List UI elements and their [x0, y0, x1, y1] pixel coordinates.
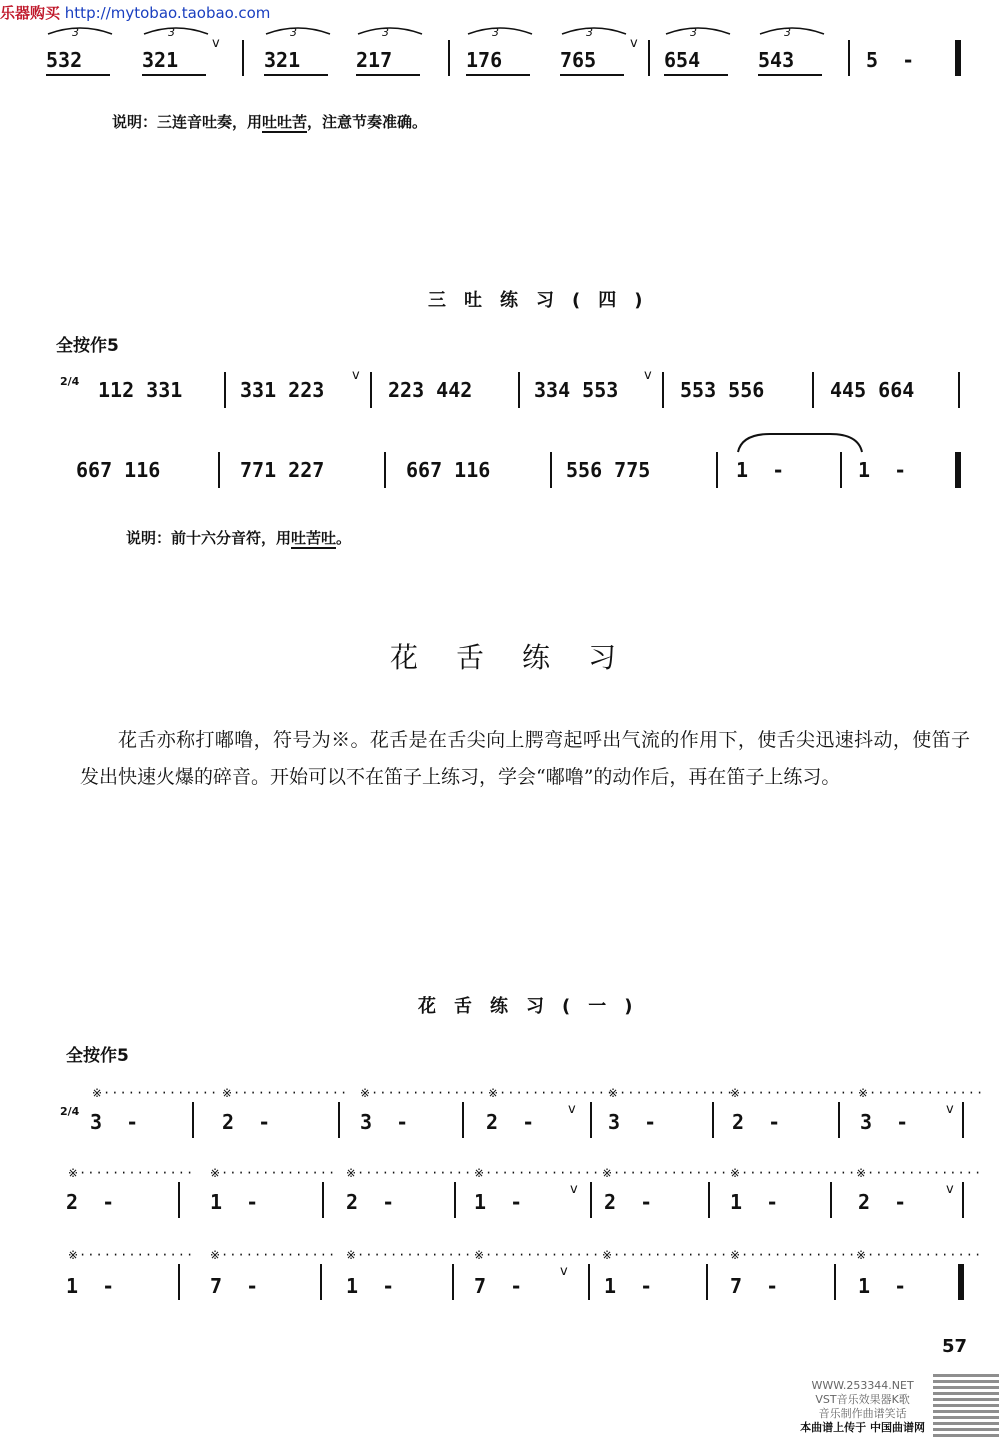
time-signature: 2/4	[60, 375, 80, 388]
barline	[662, 372, 664, 408]
barline	[848, 40, 850, 76]
measure: 1 -	[346, 1274, 395, 1298]
flutter-mark: ※··············	[68, 1166, 195, 1180]
barline	[338, 1102, 340, 1138]
tie-arc	[730, 430, 870, 454]
barline	[518, 372, 520, 408]
measure: 771 227	[240, 458, 325, 482]
barline	[958, 372, 960, 408]
beam	[758, 74, 822, 76]
measure: 7 -	[210, 1274, 259, 1298]
note-group: 532	[46, 48, 83, 72]
time-signature: 2/4	[60, 1105, 80, 1118]
flutter-mark: ※··············	[858, 1086, 985, 1100]
score-row-6	[0, 1248, 1005, 1308]
measure: 2 -	[66, 1190, 115, 1214]
flutter-mark: ※··············	[602, 1248, 729, 1262]
barline	[588, 1264, 590, 1300]
breath-mark: v	[560, 1264, 568, 1279]
score-row-1	[0, 26, 1005, 80]
flutter-mark: ※··············	[856, 1248, 983, 1262]
breath-mark: v	[568, 1102, 576, 1117]
watermark-bottom	[800, 1379, 925, 1435]
flutter-mark: ※··············	[346, 1166, 473, 1180]
measure: 2 -	[486, 1110, 535, 1134]
page-number: 57	[942, 1336, 968, 1357]
breath-mark: v	[946, 1102, 954, 1117]
measure: 1 -	[730, 1190, 779, 1214]
measure: 667 116	[76, 458, 161, 482]
triplet-number: 3	[382, 26, 389, 39]
measure: 1 -	[858, 458, 907, 482]
measure: 2 -	[604, 1190, 653, 1214]
measure: 1 -	[858, 1274, 907, 1298]
measure: 2 -	[346, 1190, 395, 1214]
breath-mark: v	[212, 36, 220, 51]
flutter-mark: ※··············	[856, 1166, 983, 1180]
barline	[384, 452, 386, 488]
measure: 334 553	[534, 378, 619, 402]
beam	[466, 74, 530, 76]
barline	[242, 40, 244, 76]
note-triplet-tonguing	[112, 111, 427, 132]
barline	[962, 1102, 964, 1138]
final-barline	[958, 1264, 964, 1300]
fingering-label: 全按作5	[56, 336, 119, 356]
watermark-shop: 乐器购买	[0, 4, 61, 22]
measure: 331 223	[240, 378, 325, 402]
measure: 1 -	[604, 1274, 653, 1298]
triplet-number: 3	[168, 26, 175, 39]
score-row-3	[0, 452, 1005, 492]
flutter-mark: ※··············	[474, 1248, 601, 1262]
note-group: 321	[142, 48, 179, 72]
score-row-2	[0, 368, 1005, 412]
measure: 7 -	[474, 1274, 523, 1298]
triplet-number: 3	[586, 26, 593, 39]
measure: 223 442	[388, 378, 473, 402]
flutter-mark: ※··············	[730, 1248, 857, 1262]
measure: 112 331	[98, 378, 183, 402]
watermark-line: 本曲谱上传于 中国曲谱网	[800, 1421, 925, 1434]
measure: 553 556	[680, 378, 765, 402]
barline	[712, 1102, 714, 1138]
beam	[142, 74, 206, 76]
flutter-mark: ※··············	[730, 1086, 857, 1100]
watermark-line: WWW.253344.NET	[811, 1379, 914, 1392]
flutter-mark: ※··············	[608, 1086, 735, 1100]
final-barline	[955, 452, 961, 488]
barline	[838, 1102, 840, 1138]
measure: 2 -	[858, 1190, 907, 1214]
note-text: ，注意节奏准确。	[307, 113, 428, 131]
barline	[448, 40, 450, 76]
barline	[706, 1264, 708, 1300]
measure: 2 -	[732, 1110, 781, 1134]
barline	[370, 372, 372, 408]
barline	[550, 452, 552, 488]
barline	[224, 372, 226, 408]
note-group: 543	[758, 48, 795, 72]
score-row-5	[0, 1166, 1005, 1226]
watermark-url[interactable]: http://mytobao.taobao.com	[64, 4, 271, 22]
flutter-mark: ※··············	[210, 1248, 337, 1262]
section-title-flutter-tongue: 花舌练习	[390, 641, 655, 674]
flutter-mark: ※··············	[210, 1166, 337, 1180]
flutter-mark: ※··············	[346, 1248, 473, 1262]
beam	[356, 74, 420, 76]
flutter-mark: ※··············	[474, 1166, 601, 1180]
note-group: 176	[466, 48, 503, 72]
fingering-label: 全按作5	[66, 1046, 129, 1066]
note-sixteenth-tonguing	[126, 527, 351, 548]
measure: 556 775	[566, 458, 651, 482]
measure: 3 -	[360, 1110, 409, 1134]
breath-mark: v	[644, 368, 652, 383]
barline	[178, 1182, 180, 1218]
note-group: 765	[560, 48, 597, 72]
barline	[452, 1264, 454, 1300]
flutter-mark: ※··············	[68, 1248, 195, 1262]
barline	[590, 1182, 592, 1218]
breath-mark: v	[946, 1182, 954, 1197]
section-title-flutter-tongue-1: 花舌练习(一)	[418, 996, 651, 1017]
final-barline	[955, 40, 961, 76]
barline	[320, 1264, 322, 1300]
watermark-line: 音乐制作曲谱笑话	[818, 1407, 907, 1420]
note-text: 说明：前十六分音符，用	[126, 529, 292, 547]
measure: 1 -	[474, 1190, 523, 1214]
breath-mark: v	[570, 1182, 578, 1197]
note-group: 5 -	[866, 48, 915, 72]
watermark-line: VST音乐效果器K歌	[815, 1393, 910, 1406]
measure: 3 -	[608, 1110, 657, 1134]
barline	[590, 1102, 592, 1138]
measure: 1 -	[66, 1274, 115, 1298]
note-text: 。	[336, 529, 352, 547]
measure: 3 -	[860, 1110, 909, 1134]
note-group: 217	[356, 48, 393, 72]
barline	[962, 1182, 964, 1218]
flutter-tongue-paragraph: 花舌亦称打嘟噜，符号为※。花舌是在舌尖向上腭弯起呼出气流的作用下，使舌尖迅速抖动，使笛子发出快速火爆的碎音。开始可以不在笛子上练习，学会“嘟噜”的动作后，再在笛子上练习。	[80, 729, 970, 788]
barline	[462, 1102, 464, 1138]
barline	[322, 1182, 324, 1218]
triplet-number: 3	[784, 26, 791, 39]
barline	[454, 1182, 456, 1218]
score-row-4	[0, 1086, 1005, 1146]
barline	[830, 1182, 832, 1218]
flutter-mark: ※··············	[222, 1086, 349, 1100]
section-title-triple-tongue-4: 三吐练习(四)	[428, 290, 661, 311]
note-group: 321	[264, 48, 301, 72]
beam	[560, 74, 624, 76]
barline	[834, 1264, 836, 1300]
measure: 1 -	[210, 1190, 259, 1214]
qr-code-icon	[933, 1371, 999, 1437]
beam	[46, 74, 110, 76]
note-tongue: 吐吐苦	[262, 113, 308, 131]
flutter-mark: ※··············	[360, 1086, 487, 1100]
note-tongue: 吐苦吐	[291, 529, 337, 547]
breath-mark: v	[352, 368, 360, 383]
note-group: 654	[664, 48, 701, 72]
triplet-number: 3	[72, 26, 79, 39]
triplet-number: 3	[690, 26, 697, 39]
triplet-marks	[40, 2, 840, 42]
barline	[812, 372, 814, 408]
triplet-number: 3	[290, 26, 297, 39]
beam	[664, 74, 728, 76]
beam	[264, 74, 328, 76]
barline	[648, 40, 650, 76]
flutter-mark: ※··············	[602, 1166, 729, 1180]
measure: 1 -	[736, 458, 785, 482]
measure: 445 664	[830, 378, 915, 402]
breath-mark: v	[630, 36, 638, 51]
barline	[716, 452, 718, 488]
measure: 2 -	[222, 1110, 271, 1134]
measure: 667 116	[406, 458, 491, 482]
measure: 7 -	[730, 1274, 779, 1298]
triplet-number: 3	[492, 26, 499, 39]
flutter-mark: ※··············	[92, 1086, 219, 1100]
barline	[218, 452, 220, 488]
measure: 3 -	[90, 1110, 139, 1134]
barline	[840, 452, 842, 488]
note-text: 说明：三连音吐奏，用	[112, 113, 263, 131]
barline	[192, 1102, 194, 1138]
flutter-mark: ※··············	[730, 1166, 857, 1180]
flutter-mark: ※··············	[488, 1086, 615, 1100]
barline	[178, 1264, 180, 1300]
barline	[708, 1182, 710, 1218]
